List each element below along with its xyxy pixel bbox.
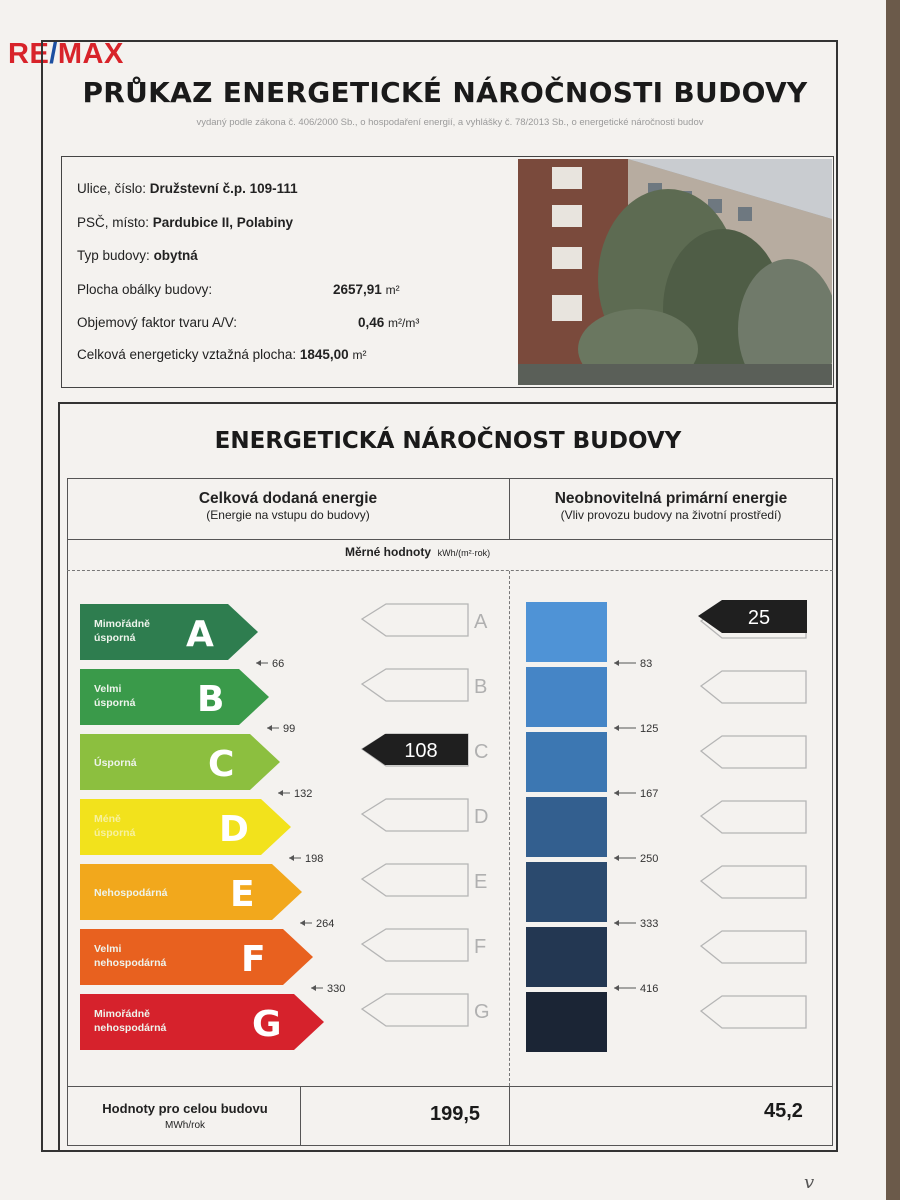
primary-energy-heading: Neobnovitelná primární energie (Vliv provozu budovy na životní prostředí) [554,490,788,522]
delivered-energy-value: 108 [404,740,438,762]
right-marker-outline-g [701,996,806,1028]
primary-bar-b [526,667,607,727]
class-label-g: Mimořádně [94,1008,151,1020]
right-marker-outline-c [701,736,806,768]
right-marker-outline-f [701,931,806,963]
left-threshold-value: 132 [294,788,313,800]
total-delivered-value: 199,5 [430,1103,481,1125]
left-marker-outline-d [362,799,468,831]
left-threshold-arrowhead [289,855,294,861]
type-row: Typ budovy: obytná [77,248,198,263]
class-label-b: Velmi [94,683,122,695]
left-marker-outline-a [362,604,468,636]
outline-letter-a: A [474,611,488,633]
left-threshold-value: 264 [316,918,335,930]
right-threshold-value: 125 [640,723,659,735]
outline-letter-f: F [474,936,487,958]
class-letter-e: E [230,874,255,915]
delivered-energy-heading: Celková dodaná energie (Energie na vstupu do budovy) [198,490,378,522]
class-label-d: Méně [94,813,121,825]
left-marker-outline-g [362,994,468,1026]
left-threshold-value: 198 [305,853,324,865]
class-label-g: nehospodárná [94,1022,167,1034]
right-marker-outline-e [701,866,806,898]
left-threshold-value: 99 [283,723,296,735]
right-threshold-arrowhead [614,660,619,666]
remax-logo: RE/MAX [8,38,124,70]
left-marker-outline-b [362,669,468,701]
left-threshold-arrowhead [256,660,261,666]
shape-factor-value: 0,46 m²/m³ [358,315,420,330]
primary-bar-c [526,732,607,792]
outline-letter-e: E [474,871,488,893]
left-threshold-arrowhead [278,790,283,796]
shape-factor-label: Objemový faktor tvaru A/V: [77,315,238,330]
class-label-c: Úsporná [94,757,137,769]
right-threshold-value: 83 [640,658,653,670]
primary-energy-value: 25 [747,607,771,629]
left-marker-outline-e [362,864,468,896]
city-row: PSČ, místo: Pardubice II, Polabiny [77,215,294,230]
street-row: Ulice, číslo: Družstevní č.p. 109-111 [77,181,298,196]
right-threshold-arrowhead [614,985,619,991]
primary-bar-d [526,797,607,857]
class-letter-c: C [208,744,235,785]
class-label-f: nehospodárná [94,957,167,969]
outline-letter-g: G [474,1001,490,1023]
right-threshold-value: 416 [640,983,659,995]
handwritten-mark: v [804,1172,815,1193]
class-letter-b: B [197,679,225,720]
right-threshold-arrowhead [614,855,619,861]
class-label-a: úsporná [94,632,136,644]
certificate-title: PRŮKAZ ENERGETICKÉ NÁROČNOSTI BUDOVY [82,76,808,109]
class-label-f: Velmi [94,943,122,955]
left-threshold-arrowhead [300,920,305,926]
right-marker-outline-d [701,801,806,833]
right-threshold-arrowhead [614,790,619,796]
right-threshold-value: 167 [640,788,659,800]
left-marker-outline-f [362,929,468,961]
class-letter-f: F [241,939,266,980]
primary-bar-a [526,602,607,662]
class-letter-a: A [186,614,214,655]
right-marker-outline-b [701,671,806,703]
right-threshold-value: 333 [640,918,659,930]
total-primary-value: 45,2 [764,1100,803,1122]
class-letter-d: D [219,809,249,850]
right-threshold-value: 250 [640,853,659,865]
left-threshold-arrowhead [311,985,316,991]
class-label-a: Mimořádně [94,618,151,630]
primary-bar-g [526,992,607,1052]
specific-values-label: Měrné hodnoty kWh/(m²·rok) [345,545,491,559]
left-threshold-arrowhead [267,725,272,731]
primary-bar-e [526,862,607,922]
primary-bar-f [526,927,607,987]
class-label-b: úsporná [94,697,136,709]
class-letter-g: G [252,1004,282,1045]
reference-area-row: Celková energeticky vztažná plocha: 1845,00 m² [77,347,367,362]
right-threshold-arrowhead [614,920,619,926]
right-threshold-arrowhead [614,725,619,731]
class-label-d: úsporná [94,827,136,839]
legal-subtitle: vydaný podle zákona č. 406/2000 Sb., o hospodaření energií, a vyhlášky č. 78/2013 Sb., o energetické náročnosti budov [196,117,704,128]
envelope-value: 2657,91 m² [333,282,400,297]
outline-letter-b: B [474,676,488,698]
outline-letter-d: D [474,806,489,828]
left-threshold-value: 330 [327,983,346,995]
class-label-e: Nehospodárná [94,887,168,899]
left-threshold-value: 66 [272,658,285,670]
rating-title: ENERGETICKÁ NÁROČNOST BUDOVY [214,428,682,454]
envelope-label: Plocha obálky budovy: [77,282,213,297]
whole-building-label: Hodnoty pro celou budovu MWh/rok [102,1101,268,1131]
outline-letter-c: C [474,741,489,763]
